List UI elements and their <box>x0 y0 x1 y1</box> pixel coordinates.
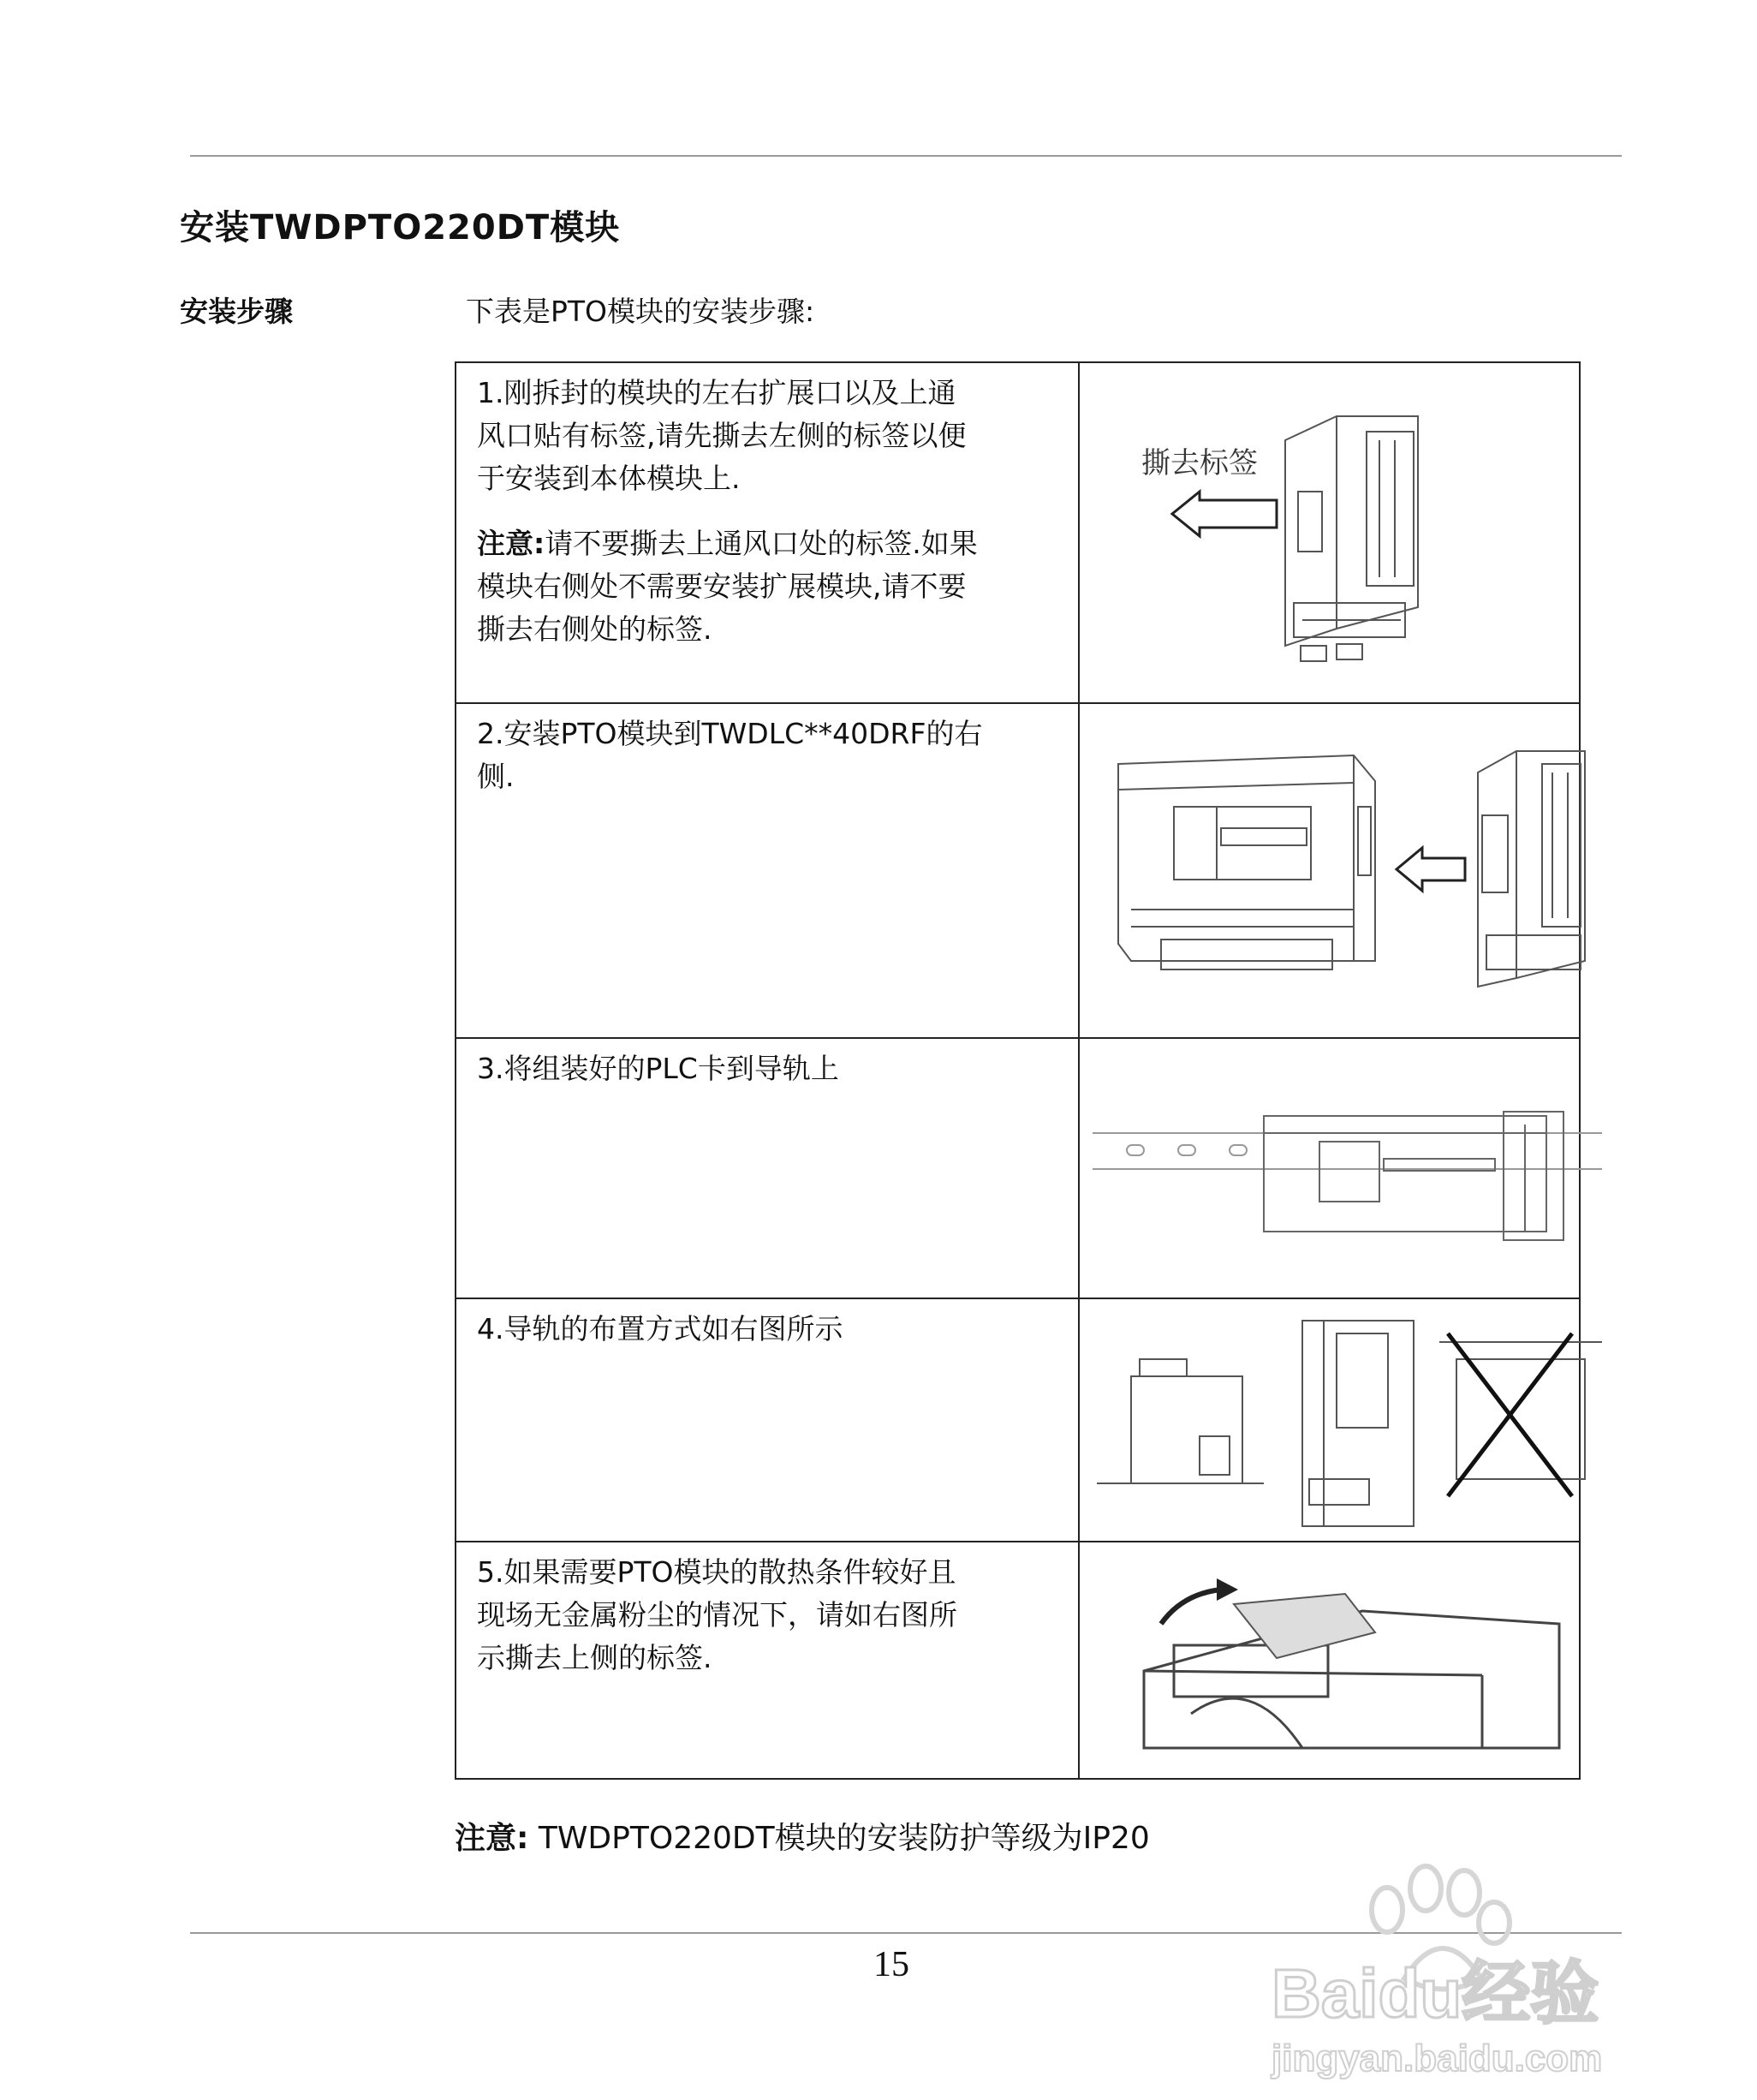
step-1-note-line-3: 撕去右侧处的标签. <box>477 612 712 646</box>
step-5-line-2: 现场无金属粉尘的情况下，请如右图所 <box>477 1598 957 1632</box>
pto-module-drawing <box>1285 416 1418 661</box>
peel-left-label-illustration <box>1080 363 1619 704</box>
attach-module-illustration <box>1080 704 1619 1039</box>
step-4-figure <box>1079 1298 1580 1542</box>
step-1-note-line-2: 模块右侧处不需要安装扩展模块,请不要 <box>477 570 967 603</box>
intro-text: 下表是PTO模块的安装步骤: <box>466 295 815 328</box>
din-rail-mount-illustration <box>1080 1039 1619 1299</box>
page-number: 15 <box>873 1945 909 1984</box>
step-row-1 <box>456 362 1580 703</box>
step-1-note-text-1: 请不要撕去上通风口处的标签.如果 <box>545 527 978 560</box>
step-1-line-3: 于安装到本体模块上. <box>477 462 741 495</box>
watermark <box>1259 1841 1670 2098</box>
install-steps-table <box>455 361 1581 1780</box>
header-rule <box>190 155 1622 157</box>
footnote <box>455 1814 1150 1858</box>
peel-label-caption: 撕去标签 <box>1141 448 1258 480</box>
rail-orientation-illustration <box>1080 1299 1619 1542</box>
step-1-note-line-1 <box>477 522 1059 565</box>
curved-arrow-icon <box>1161 1590 1221 1624</box>
step-1-line-2: 风口贴有标签,请先撕去左侧的标签以便 <box>477 419 967 452</box>
peeled-label-drawing <box>1234 1594 1375 1658</box>
vertical-mount-drawing <box>1302 1321 1414 1526</box>
step-1-line-1: 1.刚拆封的模块的左右扩展口以及上通 <box>477 376 956 409</box>
arrow-left-icon <box>1397 848 1465 891</box>
step-5-figure <box>1079 1542 1580 1779</box>
step-2-figure <box>1079 703 1580 1038</box>
step-3-figure <box>1079 1038 1580 1298</box>
step-row-5 <box>456 1542 1580 1779</box>
step-2-line-1: 2.安装PTO模块到TWDLC**40DRF的右 <box>477 717 983 750</box>
step-3-line-1: 3.将组装好的PLC卡到导轨上 <box>477 1052 839 1085</box>
step-5-line-3: 示撕去上侧的标签. <box>477 1641 712 1674</box>
footnote-label: 注意: <box>455 1821 529 1856</box>
step-3-text <box>456 1038 1079 1298</box>
step-1-note-label: 注意: <box>477 527 545 560</box>
side-heading: 安装步骤 <box>180 295 293 328</box>
footnote-text: TWDPTO220DT模块的安装防护等级为IP20 <box>528 1821 1150 1856</box>
step-row-4 <box>456 1298 1580 1542</box>
arrow-left-icon <box>1172 492 1277 536</box>
page-title: 安装TWDPTO220DT模块 <box>180 208 621 248</box>
step-4-line-1: 4.导轨的布置方式如右图所示 <box>477 1312 843 1345</box>
step-row-3 <box>456 1038 1580 1298</box>
step-1-figure <box>1079 362 1580 703</box>
step-4-text <box>456 1298 1079 1542</box>
peel-top-label-illustration <box>1080 1542 1619 1780</box>
watermark-url: jingyan.baidu.com <box>1272 2037 1603 2079</box>
step-2-line-2: 侧. <box>477 760 515 793</box>
step-1-text <box>456 362 1079 703</box>
pto-module-drawing <box>1478 751 1585 987</box>
step-5-line-1: 5.如果需要PTO模块的散热条件较好且 <box>477 1555 956 1589</box>
incorrect-mount-drawing <box>1439 1333 1602 1496</box>
assembled-plc-drawing <box>1264 1112 1563 1240</box>
watermark-brand: Baidu经验 <box>1272 1955 1599 2031</box>
step-2-text <box>456 703 1079 1038</box>
base-controller-drawing <box>1118 755 1375 969</box>
horizontal-mount-drawing <box>1097 1359 1264 1483</box>
step-5-text <box>456 1542 1079 1779</box>
step-row-2 <box>456 703 1580 1038</box>
